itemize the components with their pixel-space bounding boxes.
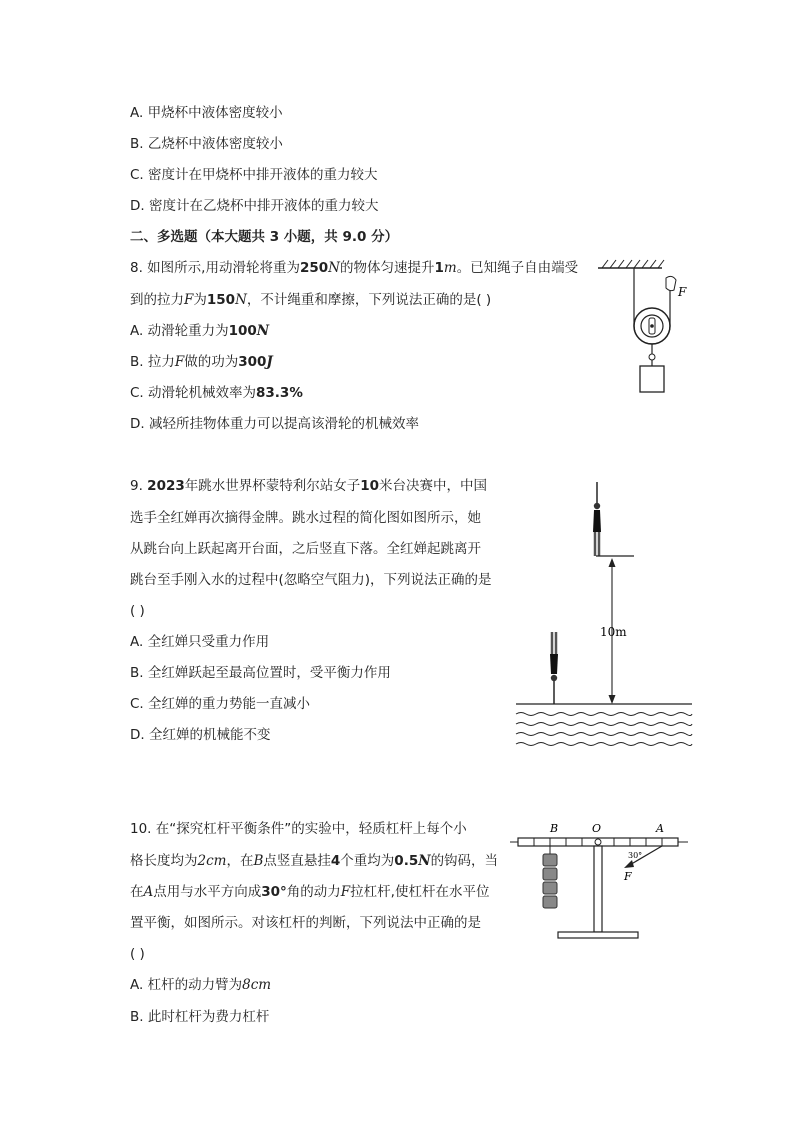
text: 做的功为 xyxy=(184,354,239,370)
pulley-figure xyxy=(596,256,687,396)
q8-option-d: D. 减轻所挂物体重力可以提高该滑轮的机械效率 xyxy=(130,416,419,432)
diver-top-icon xyxy=(593,482,601,556)
force-label: F xyxy=(678,285,687,299)
text: 格长度均为 xyxy=(130,853,198,869)
q8-stem-line1 xyxy=(130,259,578,277)
value: 30° xyxy=(261,884,287,900)
q10-stem-line3 xyxy=(130,883,489,901)
lever-figure xyxy=(508,818,692,950)
text: 在 xyxy=(130,884,144,900)
value: 100 xyxy=(228,323,257,339)
diver-falling-icon xyxy=(550,632,558,704)
hook-weight-2 xyxy=(543,868,557,880)
text: 8. 如图所示,用动滑轮将重为 xyxy=(130,260,300,276)
q10-stem-line1: 10. 在“探究杠杆平衡条件”的实验中，轻质杠杆上每个小 xyxy=(130,821,467,837)
angle-label: 30° xyxy=(628,851,643,860)
unit: m xyxy=(443,260,457,276)
text: 米台决赛中，中国 xyxy=(379,478,488,494)
q9-option-a: A. 全红婵只受重力作用 xyxy=(130,634,270,650)
arrow-head-down xyxy=(609,695,616,704)
hook-weight-3 xyxy=(543,882,557,894)
q8-stem-line2 xyxy=(130,291,491,309)
q10-stem-line2 xyxy=(130,852,498,870)
point-b-label: B xyxy=(550,822,559,835)
text: C. 动滑轮机械效率为 xyxy=(130,385,257,401)
value: 300 xyxy=(238,354,267,370)
text: 个重均为 xyxy=(340,853,395,869)
value: 8 xyxy=(242,977,251,993)
pivot-label: O xyxy=(592,822,602,835)
hook-weight-4 xyxy=(543,896,557,908)
value: 250 xyxy=(299,260,329,276)
value: 83.3% xyxy=(256,385,303,401)
symbol: F xyxy=(184,292,194,308)
hook-ring xyxy=(649,354,655,360)
force-label: F xyxy=(624,870,632,883)
stand-pole xyxy=(594,846,602,932)
text: 的钩码，当 xyxy=(430,853,499,869)
q7-option-a: A. 甲烧杯中液体密度较小 xyxy=(130,105,283,121)
symbol: F xyxy=(340,884,351,900)
unit: N xyxy=(418,853,431,869)
q8-option-a xyxy=(130,322,269,340)
value: 4 xyxy=(330,853,341,869)
text: 9. xyxy=(130,478,148,494)
height-label: 10m xyxy=(600,625,627,639)
value: 150 xyxy=(206,292,236,308)
force-arrow-head xyxy=(624,860,634,868)
text: 点用与水平方向成 xyxy=(153,884,262,900)
q10-stem-line4: 置平衡，如图所示。对该杠杆的判断，下列说法中正确的是 xyxy=(130,915,481,931)
hook-weight-1 xyxy=(543,854,557,866)
stand-base xyxy=(558,932,638,938)
unit: cm xyxy=(206,853,227,869)
diving-figure xyxy=(512,476,696,756)
value: 2023 xyxy=(147,478,185,494)
ceiling-hatch xyxy=(602,260,664,268)
q9-option-d: D. 全红婵的机械能不变 xyxy=(130,727,271,743)
text: 的物体匀速提升 xyxy=(339,260,435,276)
q9-option-b: B. 全红婵跃起至最高位置时，受平衡力作用 xyxy=(130,665,391,681)
q8-option-b xyxy=(130,353,273,371)
q7-option-c: C. 密度计在甲烧杯中排开液体的重力较大 xyxy=(130,167,378,183)
q9-stem-line5: ( ) xyxy=(130,603,145,619)
q9-stem-line2: 选手全红婵再次摘得金牌。跳水过程的简化图如图所示，她 xyxy=(130,510,481,526)
q9-stem-line1 xyxy=(130,477,487,495)
q9-option-c: C. 全红婵的重力势能一直减小 xyxy=(130,696,311,712)
unit: cm xyxy=(250,977,272,993)
text: 。已知绳子自由端受 xyxy=(456,260,579,276)
unit: N xyxy=(235,292,247,308)
q8-option-c xyxy=(130,384,303,402)
load-box xyxy=(640,366,664,392)
text: 角的动力 xyxy=(286,884,341,900)
q7-option-d: D. 密度计在乙烧杯中排开液体的重力较大 xyxy=(130,198,379,214)
pivot-icon xyxy=(595,839,601,845)
q7-option-b: B. 乙烧杯中液体密度较小 xyxy=(130,136,283,152)
symbol: B xyxy=(253,853,264,869)
arrow-head-up xyxy=(609,558,616,567)
q9-stem-line3: 从跳台向上跃起离开台面，之后竖直下落。全红婵起跳离开 xyxy=(130,541,481,557)
symbol: A xyxy=(143,884,154,900)
text: 为 xyxy=(193,292,207,308)
text: 到的拉力 xyxy=(130,292,184,308)
text: B. 拉力 xyxy=(130,354,175,370)
text: 年跳水世界杯蒙特利尔站女子 xyxy=(184,478,361,494)
water-waves xyxy=(516,713,692,746)
text: A. 杠杆的动力臂为 xyxy=(130,977,243,993)
text: ，在 xyxy=(226,853,254,869)
value: 0.5 xyxy=(394,853,419,869)
text: ，不计绳重和摩擦，下列说法正确的是( ) xyxy=(246,292,492,308)
q10-option-b: B. 此时杠杆为费力杠杆 xyxy=(130,1009,270,1025)
text: 点竖直悬挂 xyxy=(263,853,331,869)
unit: N xyxy=(328,260,340,276)
q10-option-a xyxy=(130,976,271,994)
q9-stem-line4: 跳台至手刚入水的过程中(忽略空气阻力)，下列说法正确的是 xyxy=(130,572,492,588)
point-a-label: A xyxy=(656,822,664,835)
pulley-axle xyxy=(650,324,654,328)
unit: J xyxy=(266,354,273,370)
value: 1 xyxy=(434,260,444,276)
value: 2 xyxy=(197,853,207,869)
symbol: F xyxy=(174,354,185,370)
section-heading-multiple-choice: 二、多选题（本大题共 3 小题，共 9.0 分） xyxy=(130,229,399,245)
q10-stem-line5: ( ) xyxy=(130,946,145,962)
hand-icon xyxy=(666,276,676,290)
unit: N xyxy=(256,323,270,339)
text: A. 动滑轮重力为 xyxy=(130,323,229,339)
text: 拉杠杆,使杠杆在水平位 xyxy=(350,884,490,900)
value: 10 xyxy=(360,478,380,494)
